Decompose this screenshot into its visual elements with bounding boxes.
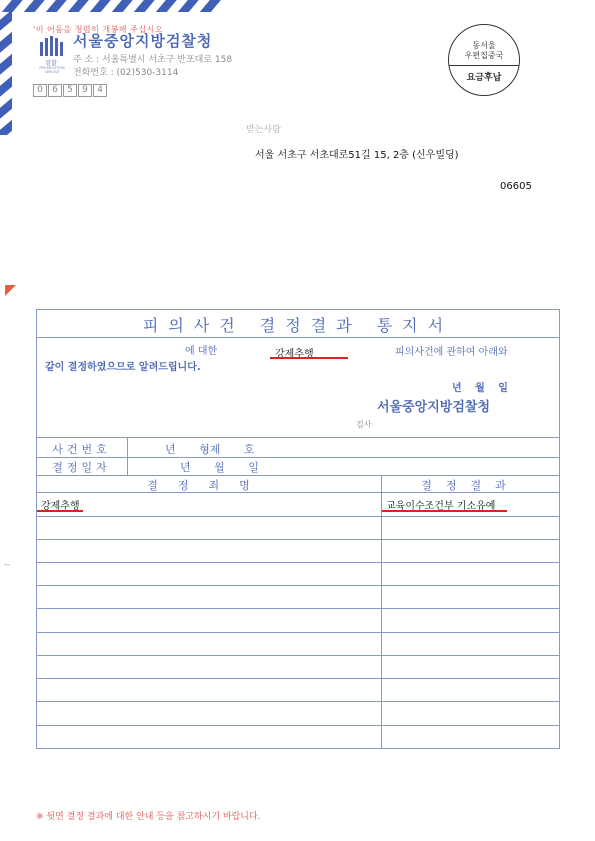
stamp-line1: 동서울 (472, 41, 496, 50)
decision-date-label: 결정일자 (52, 461, 111, 474)
red-underline (270, 357, 348, 359)
zip-digit: 0 (33, 84, 47, 97)
title-divider (36, 337, 560, 338)
notice-frame (36, 309, 560, 749)
table-line (36, 585, 560, 586)
sender-org-name: 서울중앙지방검찰청 (73, 32, 213, 50)
zip-digit: 9 (78, 84, 92, 97)
about-case-text: 피의사건에 관하여 아래와 (395, 347, 508, 358)
table-vline (127, 437, 128, 475)
zip-digit: 6 (48, 84, 62, 97)
table-cell-charge: 강제추행 (41, 501, 80, 512)
issuing-office: 서울중앙지방검찰청 (377, 400, 491, 415)
stamp-divider (449, 65, 519, 66)
table-line (36, 457, 560, 458)
logo-subtext: PROSECUTION SERVICE (39, 66, 65, 74)
table-line (36, 516, 560, 517)
case-number-label: 사건번호 (52, 443, 111, 456)
table-line (36, 539, 560, 540)
case-number-value: 년 형제 호 (165, 443, 255, 456)
fold-marker (5, 285, 16, 296)
notice-date: 년 월 일 (452, 383, 508, 394)
red-underline (382, 510, 507, 512)
recipient-zip: 06605 (500, 181, 532, 192)
fold-dash: -- (4, 560, 10, 569)
decided-text: 같이 결정하였으므로 알려드립니다. (45, 362, 201, 373)
notice-title: 피의사건 결정결과 통지서 (142, 316, 454, 335)
logo-text: 검찰 (45, 60, 57, 67)
recipient-label: 받는사람 (246, 125, 281, 135)
sender-phone: 전화번호 : (02)530-3114 (73, 68, 179, 78)
airmail-border-left (0, 0, 12, 135)
sender-zip (33, 77, 108, 97)
decision-date-value: 년 월 일 (180, 461, 259, 474)
prosecution-logo (37, 36, 65, 74)
regarding-text: 에 대한 (185, 346, 218, 357)
stamp-line3: 요금후납 (466, 73, 502, 83)
sender-slogan: '이 어둠을 청렴히 개봉해 주십시오 (33, 25, 164, 34)
stamp-line2: 우편집중국 (464, 51, 504, 60)
table-vline (381, 475, 382, 749)
table-line (36, 608, 560, 609)
postage-stamp (448, 24, 520, 96)
airmail-border-top (0, 0, 225, 12)
red-underline (37, 510, 83, 512)
recipient-address: 서울 서초구 서초대로51길 15, 2층 (신우빌딩) (255, 150, 459, 161)
sender-address: 주 소 : 서울특별시 서초구 반포대로 158 (73, 55, 233, 65)
prosecutor-label: 검사 (356, 420, 372, 429)
table-line (36, 725, 560, 726)
table-line (36, 475, 560, 476)
table-line (36, 701, 560, 702)
table-line (36, 632, 560, 633)
table-cell-result: 교육이수조건부 기소유예 (386, 501, 496, 512)
footnote: ※ 뒷면 결정 결과에 대한 안내 등을 참고하시기 바랍니다. (36, 812, 261, 822)
handwritten-crime: 강제추행 (275, 349, 314, 360)
table-line (36, 437, 560, 438)
table-line (36, 655, 560, 656)
column-header-charge: 결정죄명 (147, 479, 270, 492)
zip-digit: 4 (93, 84, 107, 97)
table-line (36, 678, 560, 679)
table-line (36, 562, 560, 563)
zip-digit: 5 (63, 84, 77, 97)
column-header-result: 결정결과 (421, 479, 520, 492)
